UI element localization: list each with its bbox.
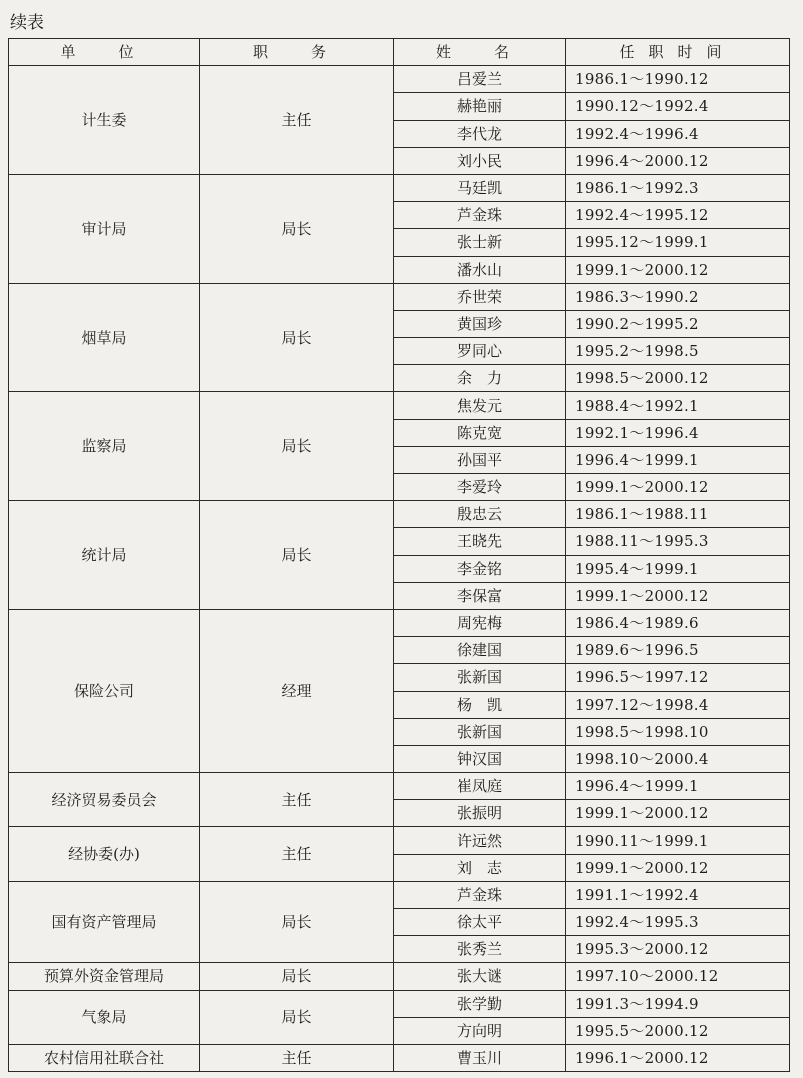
term-cell: 1999.1～2000.12	[566, 582, 790, 609]
term-cell: 1996.5～1997.12	[566, 664, 790, 691]
term-cell: 1991.1～1992.4	[566, 881, 790, 908]
name-cell: 王晓先	[394, 528, 566, 555]
position-cell: 局长	[200, 174, 394, 283]
unit-cell: 气象局	[9, 990, 200, 1044]
position-cell: 主任	[200, 773, 394, 827]
name-cell: 杨 凯	[394, 691, 566, 718]
term-cell: 1986.1～1990.12	[566, 66, 790, 93]
term-cell: 1999.1～2000.12	[566, 800, 790, 827]
name-cell: 余 力	[394, 365, 566, 392]
unit-cell: 监察局	[9, 392, 200, 501]
term-cell: 1992.4～1995.3	[566, 909, 790, 936]
header-term: 任职时间	[566, 39, 790, 66]
term-cell: 1990.12～1992.4	[566, 93, 790, 120]
term-cell: 1992.1～1996.4	[566, 419, 790, 446]
name-cell: 孙国平	[394, 446, 566, 473]
position-cell: 局长	[200, 501, 394, 610]
name-cell: 吕爱兰	[394, 66, 566, 93]
table-row	[9, 392, 790, 419]
name-cell: 张学勤	[394, 990, 566, 1017]
name-cell: 曹玉川	[394, 1044, 566, 1071]
position-cell: 主任	[200, 1044, 394, 1071]
unit-cell: 经济贸易委员会	[9, 773, 200, 827]
term-cell: 1995.4～1999.1	[566, 555, 790, 582]
name-cell: 张新国	[394, 718, 566, 745]
term-cell: 1999.1～2000.12	[566, 474, 790, 501]
term-cell: 1988.4～1992.1	[566, 392, 790, 419]
unit-cell: 保险公司	[9, 609, 200, 772]
term-cell: 1988.11～1995.3	[566, 528, 790, 555]
name-cell: 马廷凯	[394, 174, 566, 201]
name-cell: 张大谜	[394, 963, 566, 990]
name-cell: 赫艳丽	[394, 93, 566, 120]
term-cell: 1990.11～1999.1	[566, 827, 790, 854]
term-cell: 1990.2～1995.2	[566, 310, 790, 337]
term-cell: 1996.4～2000.12	[566, 147, 790, 174]
name-cell: 周宪梅	[394, 609, 566, 636]
table-row	[9, 827, 790, 854]
name-cell: 芦金珠	[394, 881, 566, 908]
name-cell: 陈克宽	[394, 419, 566, 446]
unit-cell: 经协委(办)	[9, 827, 200, 881]
unit-cell: 审计局	[9, 174, 200, 283]
name-cell: 殷忠云	[394, 501, 566, 528]
position-cell: 局长	[200, 963, 394, 990]
name-cell: 刘小民	[394, 147, 566, 174]
header-unit: 单 位	[9, 39, 200, 66]
name-cell: 崔凤庭	[394, 773, 566, 800]
term-cell: 1999.1～2000.12	[566, 256, 790, 283]
term-cell: 1997.10～2000.12	[566, 963, 790, 990]
table-row	[9, 773, 790, 800]
term-cell: 1998.5～2000.12	[566, 365, 790, 392]
table-row	[9, 283, 790, 310]
table-header-row	[9, 39, 790, 66]
header-name: 姓 名	[394, 39, 566, 66]
name-cell: 张振明	[394, 800, 566, 827]
position-cell: 主任	[200, 66, 394, 175]
term-cell: 1996.4～1999.1	[566, 773, 790, 800]
table-row	[9, 174, 790, 201]
name-cell: 罗同心	[394, 338, 566, 365]
name-cell: 刘 志	[394, 854, 566, 881]
table-row	[9, 881, 790, 908]
term-cell: 1999.1～2000.12	[566, 854, 790, 881]
name-cell: 钟汉国	[394, 745, 566, 772]
term-cell: 1995.12～1999.1	[566, 229, 790, 256]
unit-cell: 烟草局	[9, 283, 200, 392]
term-cell: 1998.5～1998.10	[566, 718, 790, 745]
table-caption: 续表	[10, 13, 44, 33]
table-row	[9, 1044, 790, 1071]
name-cell: 张新国	[394, 664, 566, 691]
term-cell: 1997.12～1998.4	[566, 691, 790, 718]
name-cell: 黄国珍	[394, 310, 566, 337]
name-cell: 李保富	[394, 582, 566, 609]
term-cell: 1998.10～2000.4	[566, 745, 790, 772]
position-cell: 局长	[200, 990, 394, 1044]
table-row	[9, 609, 790, 636]
position-cell: 主任	[200, 827, 394, 881]
unit-cell: 统计局	[9, 501, 200, 610]
term-cell: 1986.1～1988.11	[566, 501, 790, 528]
term-cell: 1995.2～1998.5	[566, 338, 790, 365]
name-cell: 张士新	[394, 229, 566, 256]
name-cell: 李代龙	[394, 120, 566, 147]
term-cell: 1992.4～1996.4	[566, 120, 790, 147]
name-cell: 李爱玲	[394, 474, 566, 501]
term-cell: 1992.4～1995.12	[566, 202, 790, 229]
term-cell: 1986.1～1992.3	[566, 174, 790, 201]
position-cell: 局长	[200, 392, 394, 501]
name-cell: 许远然	[394, 827, 566, 854]
position-cell: 局长	[200, 283, 394, 392]
position-cell: 经理	[200, 609, 394, 772]
term-cell: 1986.4～1989.6	[566, 609, 790, 636]
unit-cell: 预算外资金管理局	[9, 963, 200, 990]
term-cell: 1995.3～2000.12	[566, 936, 790, 963]
table-row	[9, 990, 790, 1017]
term-cell: 1991.3～1994.9	[566, 990, 790, 1017]
term-cell: 1995.5～2000.12	[566, 1017, 790, 1044]
term-cell: 1996.4～1999.1	[566, 446, 790, 473]
term-cell: 1989.6～1996.5	[566, 637, 790, 664]
position-cell: 局长	[200, 881, 394, 963]
officials-table	[8, 38, 790, 1072]
name-cell: 焦发元	[394, 392, 566, 419]
term-cell: 1996.1～2000.12	[566, 1044, 790, 1071]
name-cell: 徐建国	[394, 637, 566, 664]
header-title: 职 务	[200, 39, 394, 66]
table-row	[9, 963, 790, 990]
term-cell: 1986.3～1990.2	[566, 283, 790, 310]
name-cell: 李金铭	[394, 555, 566, 582]
unit-cell: 国有资产管理局	[9, 881, 200, 963]
name-cell: 方向明	[394, 1017, 566, 1044]
table-row	[9, 66, 790, 93]
unit-cell: 计生委	[9, 66, 200, 175]
name-cell: 徐太平	[394, 909, 566, 936]
name-cell: 芦金珠	[394, 202, 566, 229]
unit-cell: 农村信用社联合社	[9, 1044, 200, 1071]
name-cell: 张秀兰	[394, 936, 566, 963]
name-cell: 潘水山	[394, 256, 566, 283]
name-cell: 乔世荣	[394, 283, 566, 310]
table-row	[9, 501, 790, 528]
